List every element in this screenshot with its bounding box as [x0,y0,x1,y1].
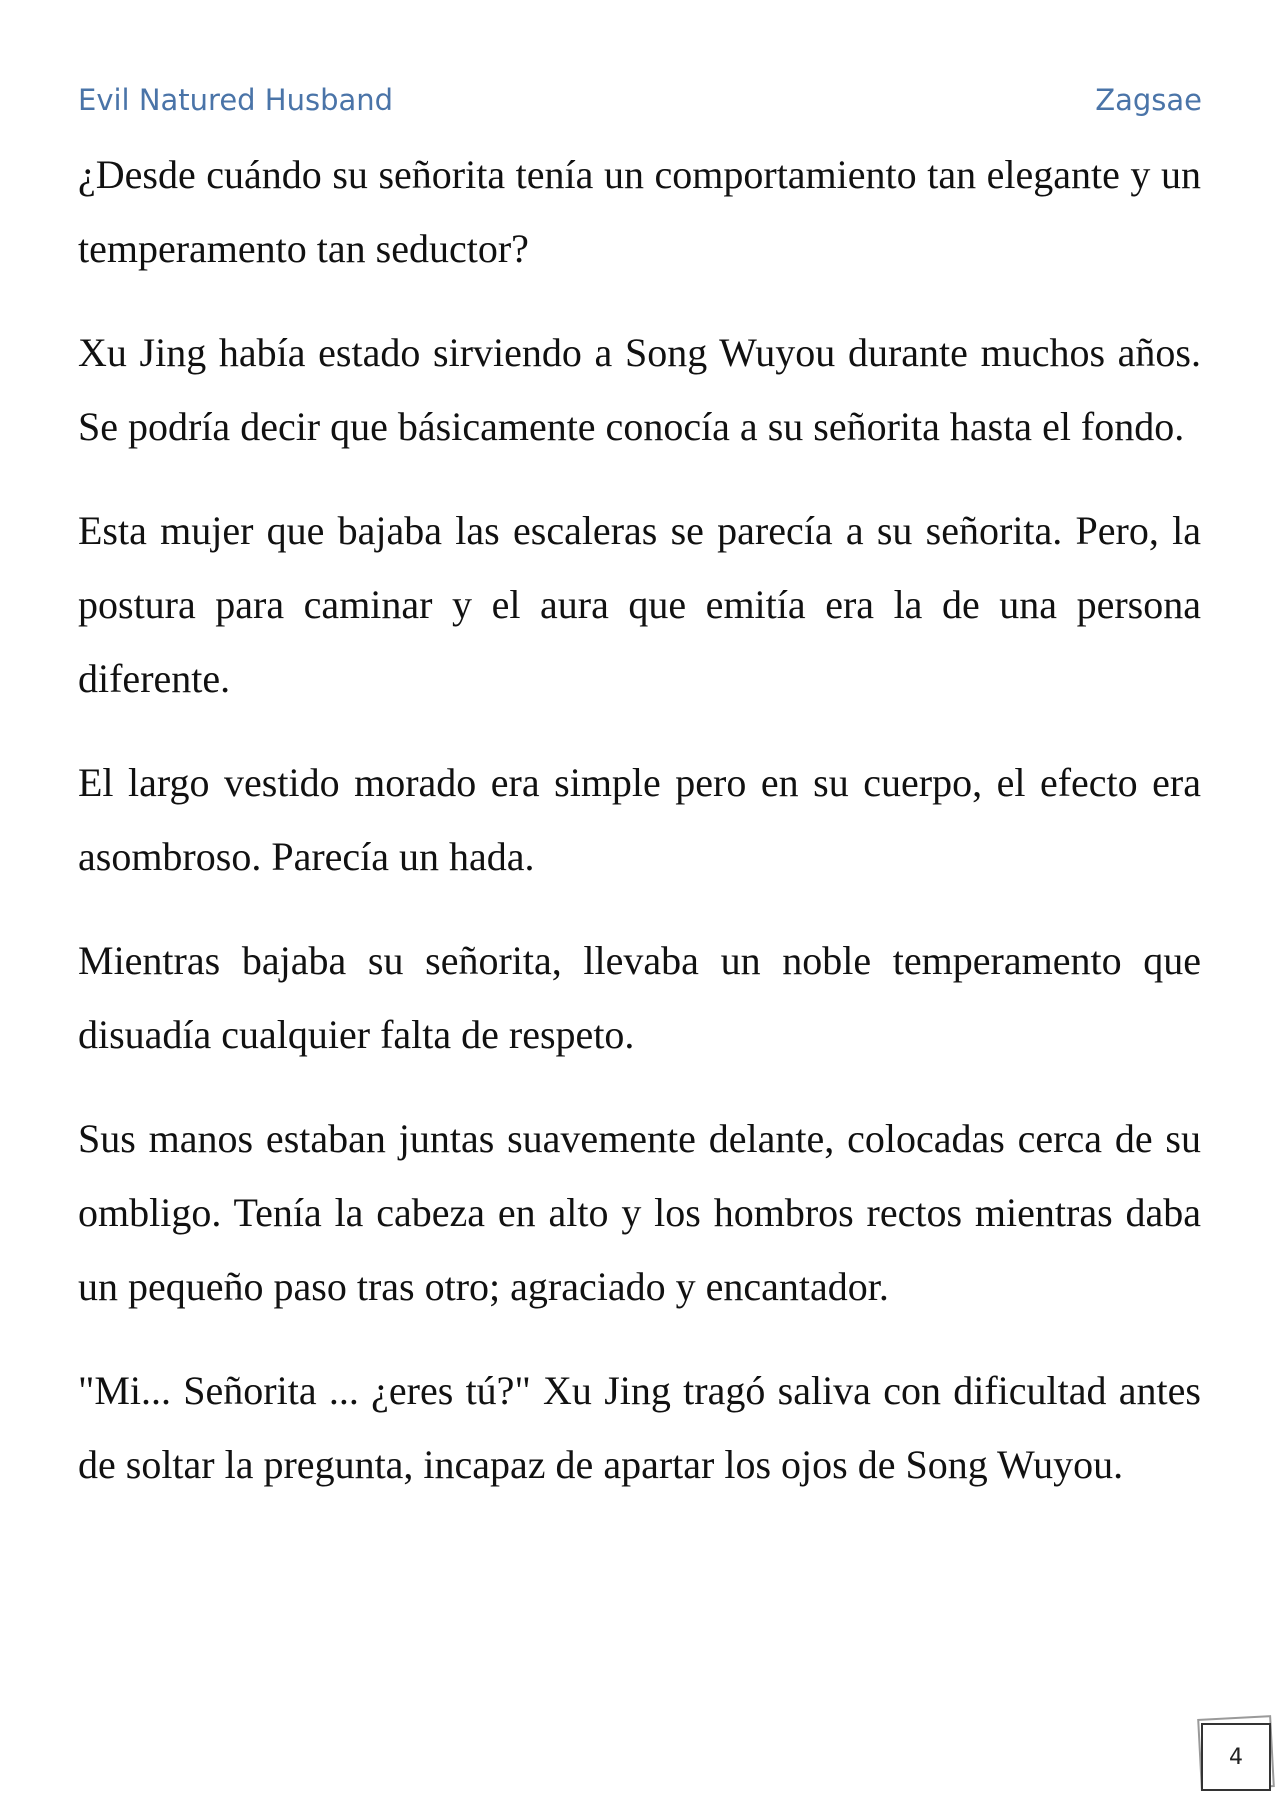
paragraph: Mientras bajaba su señorita, llevaba un noble temperamento que disuadía cualquier falta de respeto. [78,938,1201,1057]
paragraph: Xu Jing había estado sirviendo a Song Wuyou durante muchos años. Se podría decir que básicamente conocía a su señorita hasta el fondo. [78,330,1201,449]
page-header [78,78,1202,122]
paragraph: El largo vestido morado era simple pero en su cuerpo, el efecto era asombroso. Parecía un hada. [78,760,1201,879]
page-body [78,138,1201,1532]
page-number: 4 [1201,1723,1271,1791]
header-book-title: Evil Natured Husband [78,83,394,117]
page-number-badge [1201,1723,1271,1791]
paragraph: Sus manos estaban juntas suavemente delante, colocadas cerca de su ombligo. Tenía la cabeza en alto y los hombros rectos mientras daba un pequeño paso tras otro; agraciado y encantador. [78,1116,1201,1309]
paragraph: Esta mujer que bajaba las escaleras se parecía a su señorita. Pero, la postura para caminar y el aura que emitía era la de una persona diferente. [78,508,1201,701]
paragraph: "Mi... Señorita ... ¿eres tú?" Xu Jing tragó saliva con dificultad antes de soltar la pregunta, incapaz de apartar los ojos de Song Wuyou. [78,1368,1201,1487]
paragraph: ¿Desde cuándo su señorita tenía un comportamiento tan elegante y un temperamento tan seductor? [78,152,1201,271]
header-author: Zagsae [1095,83,1202,117]
